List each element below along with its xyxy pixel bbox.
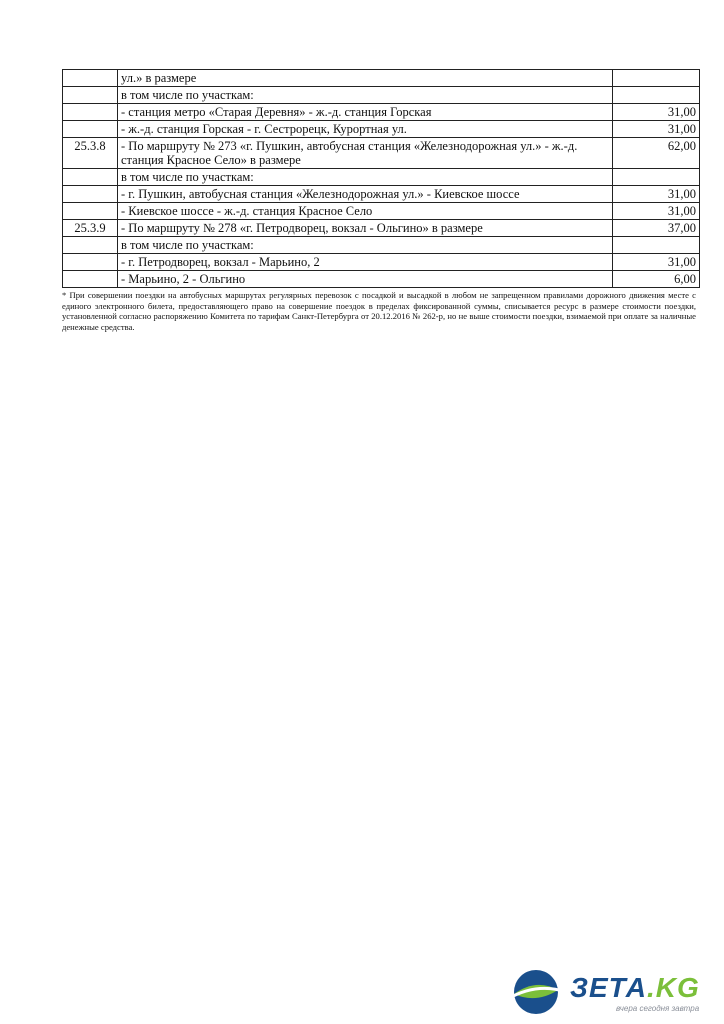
- table-row: [63, 203, 700, 220]
- row-number-cell: [63, 70, 118, 87]
- tariff-table-body: [63, 70, 700, 288]
- row-price-cell: 31,00: [613, 104, 700, 121]
- row-number-cell: [63, 237, 118, 254]
- row-price-cell: [613, 237, 700, 254]
- row-description-cell: - г. Пушкин, автобусная станция «Железнодорожная ул.» - Киевское шоссе: [118, 186, 613, 203]
- row-price-cell: [613, 70, 700, 87]
- document-page: [62, 69, 698, 332]
- table-row: [63, 220, 700, 237]
- row-number-cell: [63, 121, 118, 138]
- row-number-cell: [63, 87, 118, 104]
- row-number-cell: 25.3.8: [63, 138, 118, 169]
- table-row: [63, 70, 700, 87]
- row-number-cell: [63, 271, 118, 288]
- row-description-cell: - По маршруту № 278 «г. Петродворец, вокзал - Ольгино» в размере: [118, 220, 613, 237]
- row-number-cell: [63, 203, 118, 220]
- row-price-cell: 31,00: [613, 254, 700, 271]
- row-number-cell: [63, 186, 118, 203]
- row-description-cell: - Марьино, 2 - Ольгино: [118, 271, 613, 288]
- table-row: [63, 271, 700, 288]
- table-row: [63, 254, 700, 271]
- table-row: [63, 138, 700, 169]
- row-number-cell: [63, 254, 118, 271]
- row-price-cell: 31,00: [613, 203, 700, 220]
- row-price-cell: 37,00: [613, 220, 700, 237]
- footnote: [62, 290, 696, 332]
- row-number-cell: 25.3.9: [63, 220, 118, 237]
- row-description-cell: в том числе по участкам:: [118, 237, 613, 254]
- logo-wordmark: ЗЕТА.KG: [570, 972, 700, 1003]
- row-description-cell: - По маршруту № 273 «г. Пушкин, автобусная станция «Железнодорожная ул.» - ж.-д. станция Красное Село» в размере: [118, 138, 613, 169]
- row-price-cell: 6,00: [613, 271, 700, 288]
- table-row: [63, 169, 700, 186]
- table-row: [63, 104, 700, 121]
- row-price-cell: 31,00: [613, 186, 700, 203]
- tariff-table: [62, 69, 700, 288]
- row-description-cell: в том числе по участкам:: [118, 169, 613, 186]
- table-row: [63, 186, 700, 203]
- row-number-cell: [63, 169, 118, 186]
- row-description-cell: - станция метро «Старая Деревня» - ж.-д. станция Горская: [118, 104, 613, 121]
- row-description-cell: ул.» в размере: [118, 70, 613, 87]
- logo-tagline: вчера сегодня завтра: [616, 1004, 700, 1013]
- row-description-cell: - Киевское шоссе - ж.-д. станция Красное Село: [118, 203, 613, 220]
- row-price-cell: [613, 87, 700, 104]
- row-price-cell: [613, 169, 700, 186]
- row-description-cell: - г. Петродворец, вокзал - Марьино, 2: [118, 254, 613, 271]
- site-logo: [500, 960, 724, 1024]
- globe-icon: [500, 960, 570, 1024]
- table-row: [63, 87, 700, 104]
- footnote-text: * При совершении поездки на автобусных маршрутах регулярных перевозок с посадкой и высадкой в любом не запрещенном правилами дорожного движения месте с единого электронного билета, предоставляющего право на совершение поездок в пределах фиксированной суммы, списывается ресурс в размере стоимости поездки, установленной согласно распоряжению Комитета по тарифам Санкт-Петербурга от 20.12.2016 № 262-р, но не выше стоимости поездки, взимаемой при оплате за наличные денежные средства.: [62, 290, 696, 332]
- row-description-cell: - ж.-д. станция Горская - г. Сестрорецк, Курортная ул.: [118, 121, 613, 138]
- row-description-cell: в том числе по участкам:: [118, 87, 613, 104]
- table-row: [63, 237, 700, 254]
- row-price-cell: 62,00: [613, 138, 700, 169]
- table-row: [63, 121, 700, 138]
- row-number-cell: [63, 104, 118, 121]
- row-price-cell: 31,00: [613, 121, 700, 138]
